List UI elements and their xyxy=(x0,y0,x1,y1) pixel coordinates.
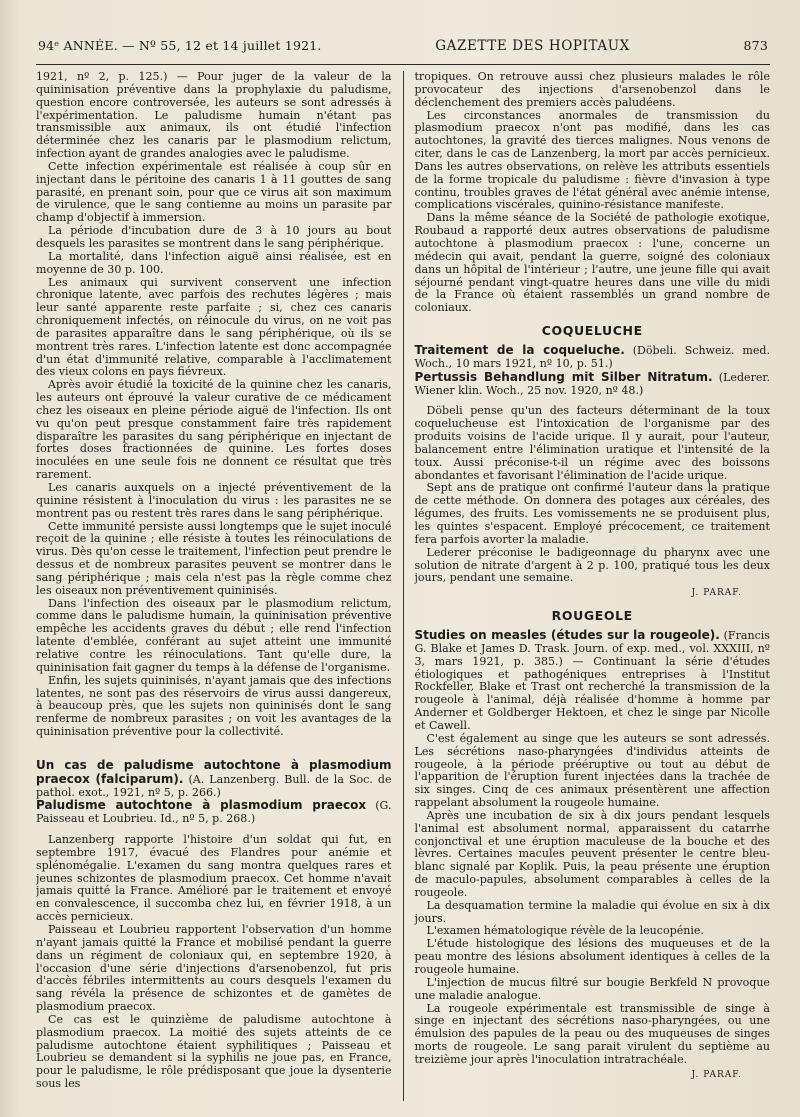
article-reference: (G. Paisseau et Loubrieu. Id., nº 5, p. 268.) xyxy=(36,799,392,826)
paragraph: Sept ans de pratique ont confirmé l'auteur dans la pratique de cette méthode. On donnera des potages aux céréales, des légumes, des fruits. Les vomissements ne se produisent plus, les quintes s'espacent. Employé précocement, ce traitement fera parfois avorter la maladie. xyxy=(414,481,770,546)
paragraph: L'étude histologique des lésions des muqueuses et de la peau montre des lésions absolument identiques à celles de la rougeole humaine. xyxy=(414,937,770,976)
article-heading xyxy=(414,344,770,371)
journal-title: GAZETTE DES HOPITAUX xyxy=(435,38,630,54)
right-column xyxy=(414,71,770,1101)
paragraph: La période d'incubation dure de 3 à 10 jours au bout desquels les parasites se montrent dans le sang périphérique. xyxy=(36,224,392,250)
article-title: Traitement de la coqueluche. xyxy=(414,343,625,358)
paragraph: La mortalité, dans l'infection aiguë ainsi réalisée, est en moyenne de 30 p. 100. xyxy=(36,249,392,276)
paragraph: Paisseau et Loubrieu rapportent l'observation d'un homme n'ayant jamais quitté la France et mobilisé pendant la guerre dans un régiment de coloniaux qui, en septembre 1920, à l'occasion d'une série d'injections d'arsenobenzol, fut pris d'accès fébriles intermittents au cours desquels l'examen du sang révéla la présence de schizontes et de gamètes de plasmodium praecox. xyxy=(36,923,392,1014)
paragraph: 1921, nº 2, p. 125.) — Pour juger de la valeur de la quininisation préventive dans la prophylaxie du paludisme, question encore controversée, les auteurs se sont adressés à l'expérimentation. Le paludisme humain n'étant pas transmissible aux animaux, ils ont étudié l'infection déterminée chez les canaris par le plasmodium relictum, infection ayant de grandes analogies avec le paludisme. xyxy=(36,71,392,161)
paragraph: Les animaux qui survivent conservent une infection chronique latente, avec parfois des rechutes légères ; mais leur santé apparente reste parfaite ; si, chez ces canaris chroniquement infectés, on réinocule du virus, on ne voit pas de parasites apparaître dans le sang périphérique, où ils se montrent très rares. L'infection latente est donc accompagnée d'un état d'immunité relative, comparable à l'acclimatement des vieux colons en pays fiévreux. xyxy=(36,275,392,379)
page-number: 873 xyxy=(743,38,768,53)
page-header xyxy=(36,38,770,60)
paragraph: Cette infection expérimentale est réalisée à coup sûr en injectant dans le péritoine des canaris 1 à 11 gouttes de sang parasité, en prenant soin, pour que ce virus ait son maximum de virulence, que le sang contienne au moins un parasite par champ d'objectif à immersion. xyxy=(36,159,392,225)
left-column xyxy=(36,71,392,1101)
article-reference: (Francis G. Blake et James D. Trask. Journ. of exp. med., vol. XXXIII, nº 3, mars 1921, p. 385.) — Continuant la série d'études étiologiques et pathogéniques entreprises à l'Institut Rockfeller, Blake et Trast ont recherché la transmission de la rougeole à l'animal, déjà réalisée d'homme à homme par Anderner et Goldberger Hektoen, et chez le singe par Nicolle et Cawell. xyxy=(414,629,770,732)
paragraph: tropiques. On retrouve aussi chez plusieurs malades le rôle provocateur des injections d'arsenobenzol dans le déclenchement des premiers accès paludéens. xyxy=(414,71,770,109)
paragraph: La desquamation termine la maladie qui évolue en six à dix jours. xyxy=(414,898,770,925)
paragraph: Après une incubation de six à dix jours pendant lesquels l'animal est absolument normal, apparaissent du catarrhe conjonctival et une éruption maculeuse de la bouche et des lèvres. Certaines macules peuvent présenter le centre bleu-blanc signalé par Koplik. Puis, la peau présente une éruption de maculo-papules, absolument comparables à celles de la rougeole. xyxy=(414,808,770,899)
section-heading-rougeole: ROUGEOLE xyxy=(551,608,633,624)
paragraph: L'injection de mucus filtré sur bougie Berkfeld N provoque une maladie analogue. xyxy=(414,975,770,1002)
paragraph: Dans l'infection des oiseaux par le plasmodium relictum, comme dans le paludisme humain, la quininisation préventive empêche les accidents graves du début ; elle rend l'infection latente d'emblée, conférant au sujet atteint une immunité relative contre les réinoculations. Tant qu'elle dure, la quininisation fait gagner du temps à la défense de l'organisme. xyxy=(36,596,392,674)
paragraph: Lederer préconise le badigeonnage du pharynx avec une solution de nitrate d'argent à 2 p. 100, pratiqué tous les deux jours, pendant une semaine. xyxy=(414,545,770,585)
article-reference: (A. Lanzenberg. Bull. de la Soc. de pathol. exot., 1921, nº 5, p. 266.) xyxy=(36,772,392,799)
paragraph: Ce cas est le quinzième de paludisme autochtone à plasmodium praecox. La moitié des sujets atteints de ce paludisme autochtone étaient syphilitiques ; Paisseau et Loubrieu se demandent si la syphilis ne joue pas, en France, pour le paludisme, le rôle prédisposant que joue la dysenterie sous les xyxy=(36,1012,392,1091)
issue-info: 94ᵉ ANNÉE. — Nº 55, 12 et 14 juillet 1921. xyxy=(38,38,322,53)
column-divider xyxy=(403,71,404,1101)
paragraph: Döbeli pense qu'un des facteurs déterminant de la toux coquelucheuse est l'intoxication de l'organisme par des produits voisins de l'acide urique. Il y aurait, pour l'auteur, balancement entre l'élimination uratique et l'intensité de la toux. Aussi préconise-t-il un régime avec des boissons abondantes et favorisant l'élimination de l'acide urique. xyxy=(414,404,770,482)
text-columns xyxy=(36,71,770,1101)
paragraph: C'est également au singe que les auteurs se sont adressés. Les sécrétions naso-pharyngées d'individus atteints de rougeole, à la période prééruptive ou tout au début de l'apparition de l'éruption furent injectées dans la trachée de six singes. Cinq de ces animaux présentèrent une affection rappelant absolument la rougeole humaine. xyxy=(414,731,770,810)
spacer xyxy=(36,739,392,753)
paragraph: Après avoir étudié la toxicité de la quinine chez les canaris, les auteurs ont éprouvé la valeur curative de ce médicament chez les oiseaux en pleine période aiguë de l'infection. Ils ont vu qu'on peut presque constamment faire très rapidement disparaître les parasites du sang périphérique en injectant de fortes doses fractionnées de quinine. Les fortes doses inoculées en une seule fois ne donnent ce résultat que très rarement. xyxy=(36,378,392,482)
header-rule xyxy=(36,64,770,65)
section-heading-coqueluche: COQUELUCHE xyxy=(541,323,643,339)
article-heading xyxy=(36,799,392,826)
paragraph: Les canaris auxquels on a injecté préventivement de la quinine résistent à l'inoculation du virus : les parasites ne se montrent pas ou restent très rares dans le sang périphérique. xyxy=(36,481,392,520)
article-title: Paludisme autochtone à plasmodium praecox xyxy=(36,798,367,813)
article-reference: (Lederer. Wiener klin. Woch., 25 nov. 1920, nº 48.) xyxy=(414,370,770,397)
article-reference: (Döbeli. Schweiz. med. Woch., 10 mars 1921, nº 10, p. 51.) xyxy=(414,344,770,370)
article-title: Studies on measles (études sur la rougeole). xyxy=(414,628,720,643)
paragraph: Enfin, les sujets quininisés, n'ayant jamais que des infections latentes, ne sont pas des réservoirs de virus aussi dangereux, à beaucoup près, que les sujets non quininisés dont le sang renferme de nombreux parasites ; on voit les avantages de la quininisation préventive pour la collectivité. xyxy=(36,673,392,739)
article-heading xyxy=(36,759,392,800)
paragraph: Dans la même séance de la Société de pathologie exotique, Roubaud a rapporté deux autres observations de paludisme autochtone à plasmodium praecox : l'une, concerne un médecin qui avait, pendant la guerre, soigné des coloniaux dans un hôpital de l'intérieur ; l'autre, une jeune fille qui avait séjourné pendant vingt-quatre heures dans une ville du midi de la France où étaient rassemblés un grand nombre de coloniaux. xyxy=(414,211,770,315)
author-signature: J. PARAF. xyxy=(691,588,742,599)
paragraph: Cette immunité persiste aussi longtemps que le sujet inoculé reçoit de la quinine ; elle résiste à toutes les réinoculations de virus. Dès qu'on cesse le traitement, l'infection peut prendre le dessus et de nombreux parasites peuvent se montrer dans le sang périphérique ; mais cela n'est pas la règle comme chez les oiseaux non préventivement quininisés. xyxy=(36,519,392,597)
article-title: Pertussis Behandlung mit Silber Nitratum. xyxy=(414,369,713,384)
paragraph: Les circonstances anormales de transmission du plasmodium praecox n'ont pas modifié, dans les cas autochtones, la gravité des tierces malignes. Nous venons de citer, dans le cas de Lanzenberg, la mort par accès pernicieux. Dans les autres observations, on relève les attributs essentiels de la forme tropicale du paludisme : fièvre d'invasion à type continu, troubles graves de l'état général avec anémie intense, complications viscérales, quinino-résistance manifeste. xyxy=(414,108,770,212)
paragraph: La rougeole expérimentale est transmissible de singe à singe en injectant des sécrétions naso-pharyngées, ou une émulsion des papules de la peau ou des muqueuses de singes morts de rougeole. Le sang parait virulent du septième au treizième jour après l'inoculation intratrachéale. xyxy=(414,1001,770,1066)
paragraph: Lanzenberg rapporte l'histoire d'un soldat qui fut, en septembre 1917, évacué des Flandres pour anémie et splénomégalie. L'examen du sang montra quelques rares et jeunes schizontes de plasmodium praecox. Cet homme n'avait jamais quitté la France. Amélioré par le traitement et envoyé en convalescence, il succomba chez lui, en février 1918, à un accès pernicieux. xyxy=(36,833,392,924)
article-heading xyxy=(414,371,770,398)
article-title: Un cas de paludisme autochtone à plasmodium praecox (falciparum). xyxy=(36,757,392,786)
author-signature: J. PARAF. xyxy=(691,1069,742,1080)
paragraph: L'examen hématologique révèle de la leucopénie. xyxy=(426,924,704,938)
article-heading xyxy=(414,629,770,733)
